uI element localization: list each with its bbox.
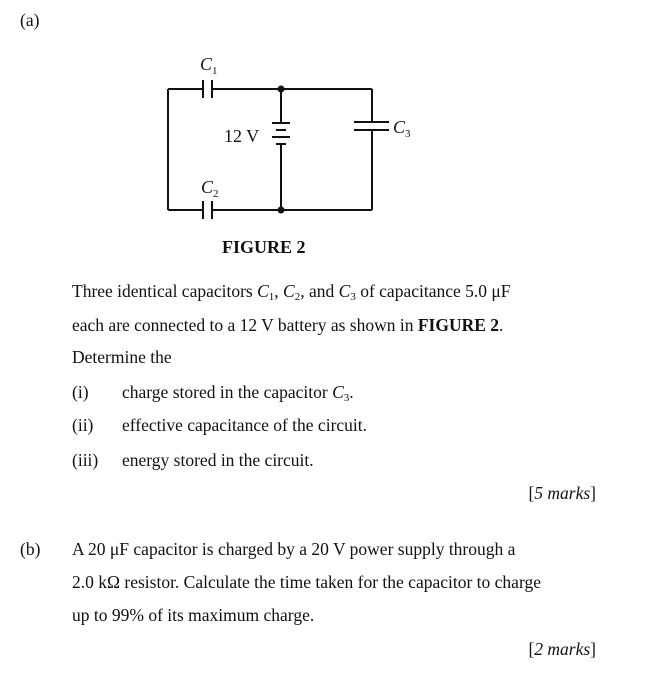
item-i-text: charge stored in the capacitor $C_3$.	[122, 382, 354, 404]
part-b-line-1: A 20 μF capacitor is charged by a 20 V power supply through a	[72, 539, 516, 559]
part-b-line-3: up to 99% of its maximum charge.	[72, 605, 315, 625]
junction-top	[278, 86, 285, 93]
part-b-line-2: 2.0 kΩ resistor. Calculate the time taken for the capacitor to charge	[72, 572, 541, 592]
item-ii-number: (ii)	[72, 415, 94, 435]
intro-line-3: Determine the	[72, 347, 172, 367]
intro-line-1: Three identical capacitors $C_1$, $C_2$, and $C_3$ of capacitance 5.0 μF	[72, 281, 511, 303]
part-b-label: (b)	[20, 539, 41, 559]
intro-line-2: each are connected to a 12 V battery as shown in FIGURE 2.	[72, 315, 504, 335]
circuit-diagram	[0, 50, 651, 290]
item-i-number: (i)	[72, 382, 89, 402]
battery-label: 12 V	[224, 126, 260, 146]
item-ii-text: effective capacitance of the circuit.	[122, 415, 368, 435]
part-b-marks: [2 marks]	[528, 639, 596, 659]
junction-bottom	[278, 207, 285, 214]
figure-caption: FIGURE 2	[222, 237, 306, 257]
c2-label: $C_2$	[201, 177, 219, 200]
part-a-marks: [5 marks]	[528, 483, 596, 503]
c1-label: $C_1$	[200, 54, 218, 77]
item-iii-number: (iii)	[72, 450, 99, 470]
part-a-label: (a)	[20, 10, 40, 30]
c3-label: $C_3$	[393, 117, 411, 140]
item-iii-text: energy stored in the circuit.	[122, 450, 314, 470]
